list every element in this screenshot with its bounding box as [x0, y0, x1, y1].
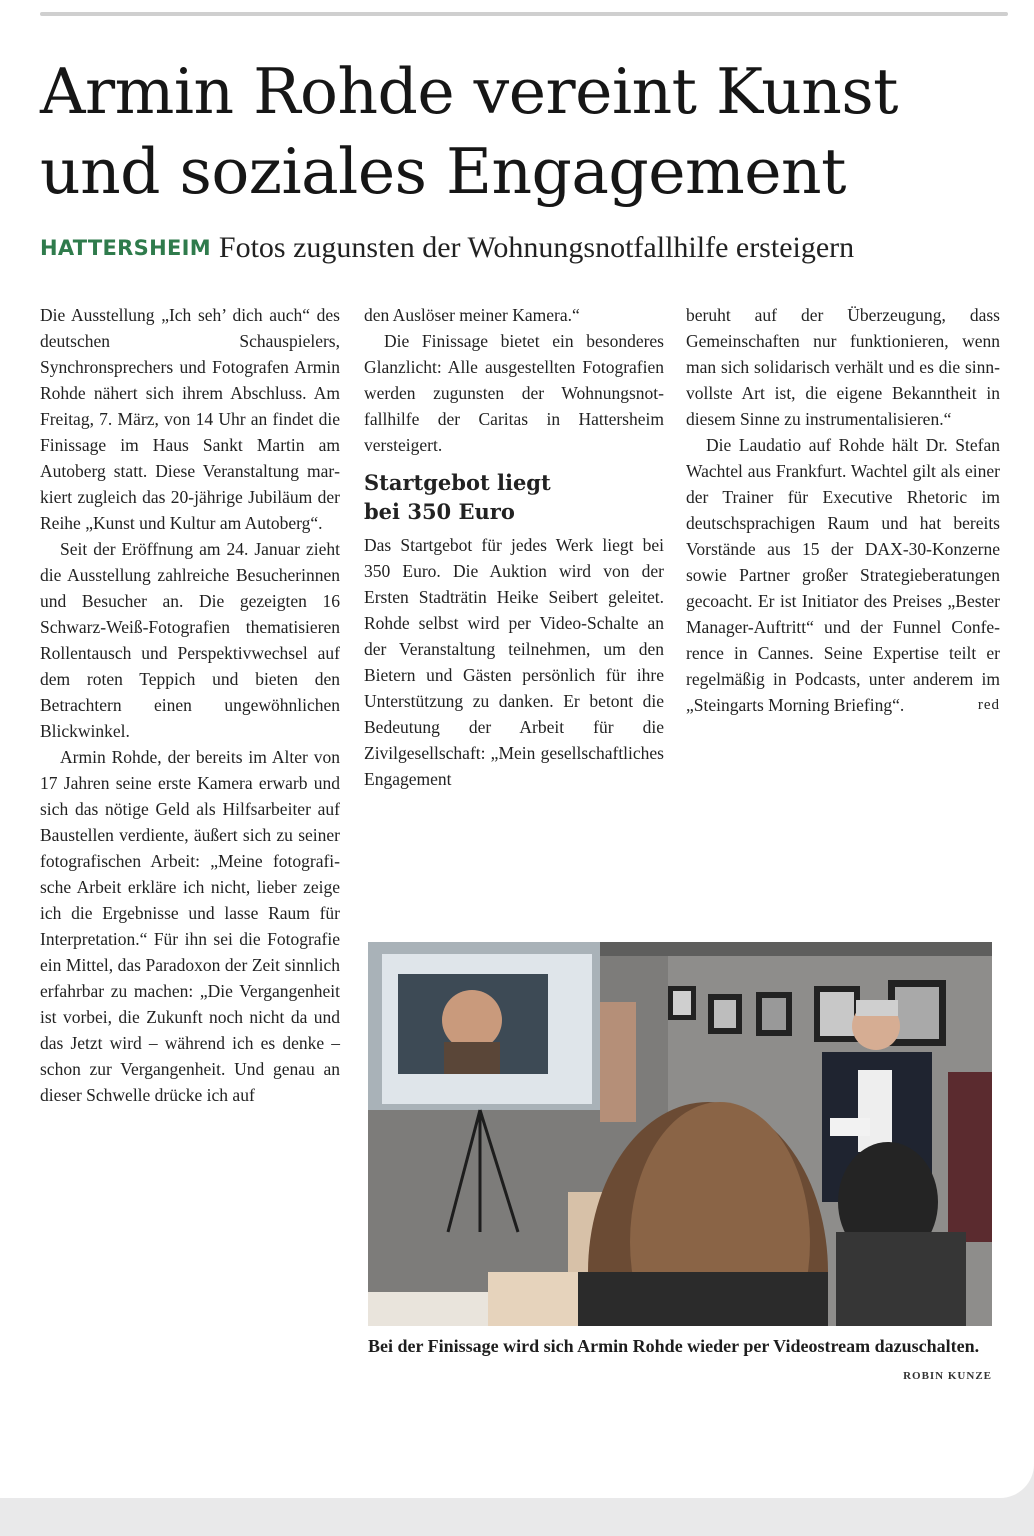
paragraph-with-signature [686, 432, 1000, 718]
intertitle [364, 468, 664, 526]
paragraph: Das Startgebot für jedes Werk liegt bei 350 Euro. Die Auktion wird von der Ersten Stadträtin Heike Seibert geleitet. Rohde selbst wird per Video-Schalte an der Veranstaltung teilnehmen, um den Bietern und Gästen persönlich für ihre Unterstützung zu danken. Er betont die Bedeutung der Arbeit für die Zivilgesellschaft: „Mein gesellschaftliches Engagement [364, 535, 664, 789]
top-divider [40, 12, 1008, 16]
photo-credit: ROBIN KUNZE [903, 1370, 992, 1382]
headline-line-2: und soziales Engagement [40, 135, 846, 208]
article-photo [368, 942, 992, 1326]
subheadline-row [40, 228, 1000, 270]
intertitle-line-2: bei 350 Euro [364, 499, 515, 524]
photo-illustration [368, 942, 992, 1326]
paragraph: Die Ausstellung „Ich seh’ dich auch“ des deutschen Schauspielers, Synchronsprechers und Fotografen Armin Rohde nähert sich ihrem Abschluss. Am Freitag, 7. März, von 14 Uhr an findet die Finissage im Haus Sankt Martin am Autoberg statt. Diese Veranstaltung markiert zugleich das 20-jährige Jubiläum der Reihe „Kunst und Kultur am Autoberg“. [40, 305, 340, 533]
paragraph: Die Finissage bietet ein besonderes Glanzlicht: Alle ausgestellten Fotografien werden zugunsten der Wohnungsnotfallhilfe der Caritas in Hattersheim versteigert. [364, 331, 664, 455]
author-signature: red [977, 697, 1000, 713]
photo-caption: Bei der Finissage wird sich Armin Rohde wieder per Videostream dazuschalten. [368, 1336, 980, 1356]
paragraph: den Auslöser meiner Kamera.“ [364, 305, 580, 325]
paragraph: Seit der Eröffnung am 24. Januar zieht die Ausstellung zahlreiche Besucherinnen und Besucher an. Die gezeigten 16 Schwarz-Weiß-Fotografien thematisieren Rollentausch und Perspektivwechsel auf dem roten Teppich und bieten den Betrachtern einen ungewöhnlichen Blickwinkel. [40, 539, 340, 741]
text-column-2 [364, 302, 664, 792]
headline-line-1: Armin Rohde vereint Kunst [40, 55, 898, 128]
location-label: HATTERSHEIM [40, 236, 211, 260]
intertitle-line-1: Startgebot liegt [364, 470, 551, 495]
paragraph: Armin Rohde, der bereits im Alter von 17 Jahren seine erste Kamera erwarb und sich das nötige Geld als Hilfsarbeiter auf Baustellen verdiente, äußert sich zu seiner fotografischen Arbeit: „Meine fotografische Arbeit erkläre ich nicht, lieber zeige ich die Ergebnisse und lasse Raum für Interpretation.“ Für ihn sei die Fotografie ein Mittel, das Paradoxon der Zeit sinnlich erfahrbar zu machen: „Die Vergangenheit ist vorbei, die Zukunft noch nicht da und das Jetzt wird – während ich es denke – schon zur Vergangenheit. Und genau an dieser Schwelle drücke ich auf [40, 747, 340, 1105]
text-column-1 [40, 302, 340, 1108]
headline [40, 52, 1000, 212]
paragraph: beruht auf der Überzeugung, dass Gemeinschaften nur funktionieren, wenn man sich solidarisch verhält und es die sinnvollste Art ist, die eigene Bekanntheit in diesem Sinne zu instrumentalisieren.“ [686, 305, 1000, 429]
text-column-3 [686, 302, 1000, 718]
paragraph-text: Die Laudatio auf Rohde hält Dr. Stefan Wachtel aus Frankfurt. Wachtel gilt als einer der Trainer für Executive Rhetoric im deutschsprachigen Raum und hat bereits Vorstände aus 15 der DAX-30-Konzerne sowie Partner großer Strategieberatungen gecoacht. Er ist Initiator des Preises „Bester Manager-Auftritt“ und der Funnel Conference in Cannes. Seine Expertise teilt er regelmäßig in Podcasts, unter anderem im „Steingarts Morning Briefing“. [686, 435, 1000, 715]
subheadline: Fotos zugunsten der Wohnungsnotfallhilfe ersteigern [218, 231, 855, 264]
